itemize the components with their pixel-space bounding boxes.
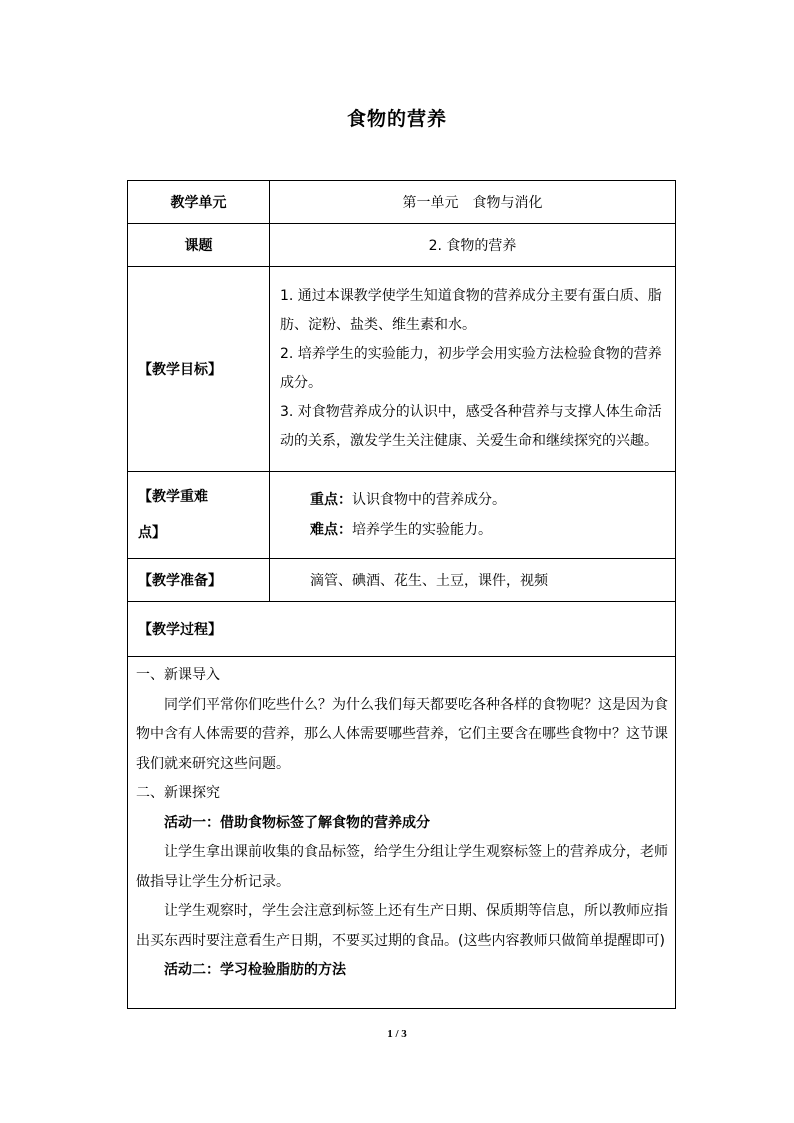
table-row: [128, 472, 676, 559]
unit-value: 第一单元 食物与消化: [270, 181, 676, 224]
section-heading: 一、新课导入: [136, 667, 220, 683]
keypoints-label-line: 点】: [138, 525, 166, 541]
activity-heading: 活动二：学习检验脂肪的方法: [164, 962, 346, 978]
key-point-text: 认识食物中的营养成分。: [352, 492, 506, 508]
process-label: 【教学过程】: [128, 602, 676, 657]
keypoints-cell: [270, 472, 676, 559]
table-row: [128, 559, 676, 602]
key-point: [310, 485, 675, 515]
table-row: [128, 657, 676, 1009]
paragraph: 让学生观察时，学生会注意到标签上还有生产日期、保质期等信息，所以教师应指出买东西时要注意看生产日期，不要买过期的食品。(这些内容教师只做简单提醒即可): [136, 903, 668, 949]
activity-heading: 活动一：借助食物标签了解食物的营养成分: [164, 814, 430, 831]
page-title: 食物的营养: [346, 108, 447, 130]
section-heading: 二、新课探究: [136, 785, 220, 801]
goal-item: 1. 通过本课教学使学生知道食物的营养成分主要有蛋白质、脂肪、淀粉、盐类、维生素和水。: [280, 288, 662, 333]
table-row: [128, 224, 676, 267]
difficulty-label: 难点：: [310, 522, 352, 538]
paragraph: 同学们平常你们吃些什么？为什么我们每天都要吃各种各样的食物呢？这是因为食物中含有人体需要的营养，那么人体需要哪些营养，它们主要含在哪些食物中？这节课我们就来研究这些问题。: [136, 696, 668, 772]
prep-value: 滴管、碘酒、花生、土豆，课件，视频: [270, 559, 676, 602]
process-body: [128, 657, 676, 1009]
paragraph: 让学生拿出课前收集的食品标签，给学生分组让学生观察标签上的营养成分，老师做指导让学生分析记录。: [136, 844, 668, 890]
keypoints-label-line: 【教学重难: [138, 489, 208, 505]
prep-label: 【教学准备】: [128, 559, 270, 602]
key-point-label: 重点：: [310, 492, 352, 508]
goals-label: 【教学目标】: [128, 267, 270, 472]
goals-cell: [270, 267, 676, 472]
table-row: [128, 181, 676, 224]
table-row: [128, 267, 676, 472]
lesson-plan-table: [127, 180, 676, 1009]
goal-item: 3. 对食物营养成分的认识中，感受各种营养与支撑人体生命活动的关系，激发学生关注健康、关爱生命和继续探究的兴趣。: [280, 404, 662, 449]
difficulty-point: [310, 515, 675, 545]
goal-item: 2. 培养学生的实验能力，初步学会用实验方法检验食物的营养成分。: [280, 346, 662, 391]
keypoints-label: [128, 472, 270, 559]
difficulty-text: 培养学生的实验能力。: [352, 522, 492, 538]
topic-label: 课题: [128, 224, 270, 267]
table-row: [128, 602, 676, 657]
page-indicator: 1 / 3: [387, 1028, 407, 1040]
topic-value: 2. 食物的营养: [270, 224, 676, 267]
unit-label: 教学单元: [128, 181, 270, 224]
